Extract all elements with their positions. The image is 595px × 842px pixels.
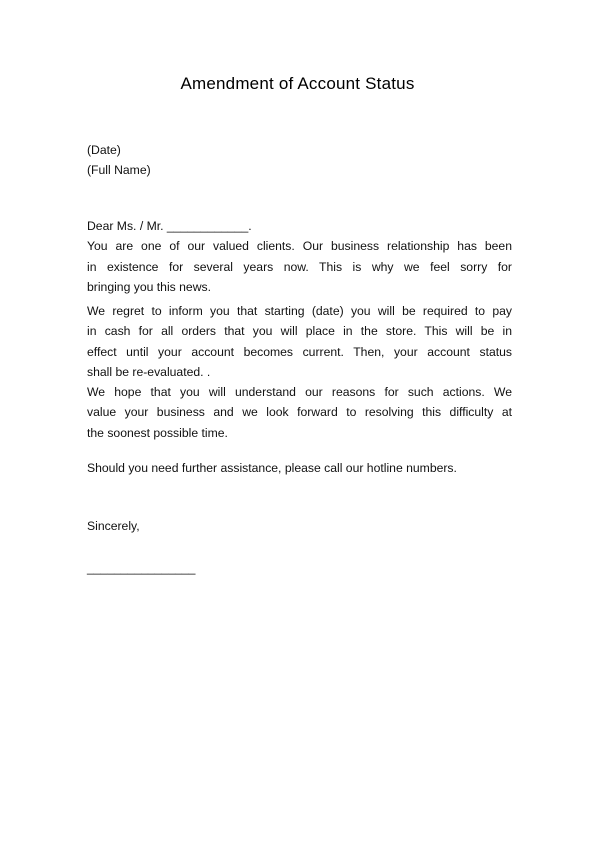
paragraph2-line: value your business and we look forward to resolving this difficulty at — [87, 405, 512, 420]
date-placeholder: (Date) — [87, 143, 121, 157]
paragraph1-line: You are one of our valued clients. Our business relationship has been — [87, 239, 512, 254]
letter-opening — [87, 216, 512, 297]
closing: Sincerely, — [87, 519, 140, 533]
signature-block — [87, 558, 512, 578]
letter-header — [87, 140, 512, 181]
letter-paragraph3 — [87, 458, 512, 478]
paragraph1-line: in existence for several years now. This is why we feel sorry for — [87, 259, 512, 274]
paragraph3-line: Should you need further assistance, please call our hotline numbers. — [87, 461, 457, 475]
letter-paragraph2 — [87, 301, 512, 443]
paragraph1-line: bringing you this news. — [87, 279, 211, 294]
signature-line: ________________ — [87, 561, 196, 575]
paragraph2-line: the soonest possible time. — [87, 425, 228, 440]
paragraph2-line: We hope that you will understand our reasons for such actions. We — [87, 385, 512, 400]
letter-title: Amendment of Account Status — [180, 74, 415, 93]
paragraph2-line: shall be re-evaluated. . — [87, 364, 211, 379]
paragraph2-line: We regret to inform you that starting (date) you will be required to pay — [87, 304, 512, 318]
salutation: Dear Ms. / Mr. ____________. — [87, 219, 252, 233]
letter-closing — [87, 516, 512, 536]
paragraph2-line: effect until your account becomes current. Then, your account status — [87, 344, 512, 359]
full-name-placeholder: (Full Name) — [87, 163, 151, 178]
paragraph2-line: in cash for all orders that you will place in the store. This will be in — [87, 324, 512, 339]
